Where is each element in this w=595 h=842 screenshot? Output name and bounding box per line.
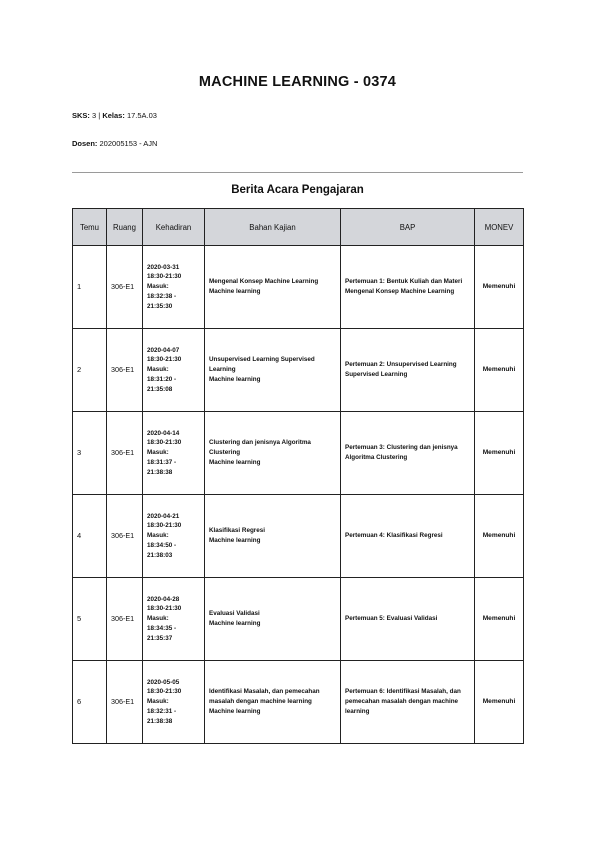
cell-bap: Pertemuan 6: Identifikasi Masalah, dan pemecahan masalah dengan machine learning xyxy=(341,661,475,744)
cell-temu: 6 xyxy=(73,661,107,744)
table-row xyxy=(73,661,524,744)
header-temu: Temu xyxy=(73,209,107,246)
cell-kehadiran-line: 2020-04-21 xyxy=(147,512,180,520)
cell-kehadiran xyxy=(143,329,205,412)
cell-kehadiran-line: 21:38:38 xyxy=(147,468,173,476)
kelas-value: 17.5A.03 xyxy=(126,111,157,120)
cell-bap: Pertemuan 4: Klasifikasi Regresi xyxy=(341,495,475,578)
cell-monev: Memenuhi xyxy=(475,412,524,495)
course-info xyxy=(72,111,157,120)
cell-kehadiran-line: 2020-05-05 xyxy=(147,678,180,686)
cell-bahan-kajian xyxy=(205,578,341,661)
cell-bap: Pertemuan 2: Unsupervised Learning Supervised Learning xyxy=(341,329,475,412)
cell-bahan-kajian xyxy=(205,661,341,744)
table-row xyxy=(73,495,524,578)
cell-kehadiran-line: 18:34:35 - xyxy=(147,624,177,632)
cell-monev: Memenuhi xyxy=(475,495,524,578)
cell-temu: 3 xyxy=(73,412,107,495)
cell-kehadiran-line: 18:34:50 - xyxy=(147,541,177,549)
kelas-label: Kelas: xyxy=(102,111,125,120)
dosen-value: 202005153 - AJN xyxy=(99,139,158,148)
header-bahan-kajian: Bahan Kajian xyxy=(205,209,341,246)
cell-kehadiran-line: 21:35:30 xyxy=(147,302,173,310)
cell-temu: 2 xyxy=(73,329,107,412)
cell-bahan-kajian-line: Identifikasi Masalah, dan pemecahan masalah dengan machine learning xyxy=(209,688,320,706)
cell-ruang: 306-E1 xyxy=(107,246,143,329)
cell-bap: Pertemuan 3: Clustering dan jenisnya Algoritma Clustering xyxy=(341,412,475,495)
cell-ruang: 306-E1 xyxy=(107,495,143,578)
cell-kehadiran-line: Masuk: xyxy=(147,532,169,540)
cell-kehadiran-line: 18:32:38 - xyxy=(147,292,177,300)
cell-kehadiran-line: 2020-03-31 xyxy=(147,263,180,271)
cell-monev: Memenuhi xyxy=(475,246,524,329)
document-title: MACHINE LEARNING - 0374 xyxy=(198,74,397,90)
cell-kehadiran-line: 18:30-21:30 xyxy=(147,688,182,696)
section-title: Berita Acara Pengajaran xyxy=(231,184,364,196)
cell-kehadiran-line: 21:38:38 xyxy=(147,717,173,725)
cell-ruang: 306-E1 xyxy=(107,329,143,412)
cell-bap: Pertemuan 1: Bentuk Kuliah dan Materi Mengenal Konsep Machine Learning xyxy=(341,246,475,329)
header-ruang: Ruang xyxy=(107,209,143,246)
dosen-label: Dosen: xyxy=(72,139,98,148)
lecturer-info xyxy=(72,139,157,148)
cell-kehadiran-line: 18:31:37 - xyxy=(147,458,177,466)
cell-kehadiran-line: 2020-04-28 xyxy=(147,595,180,603)
cell-kehadiran xyxy=(143,246,205,329)
cell-bahan-kajian xyxy=(205,329,341,412)
cell-kehadiran-line: 21:35:37 xyxy=(147,634,173,642)
cell-monev: Memenuhi xyxy=(475,661,524,744)
cell-bahan-kajian xyxy=(205,246,341,329)
cell-bahan-kajian-line: Machine learning xyxy=(209,537,261,544)
cell-ruang: 306-E1 xyxy=(107,661,143,744)
cell-ruang: 306-E1 xyxy=(107,578,143,661)
table-row xyxy=(73,329,524,412)
cell-bahan-kajian-line: Machine learning xyxy=(209,620,261,627)
header-monev: MONEV xyxy=(475,209,524,246)
table-row xyxy=(73,246,524,329)
cell-kehadiran-line: 2020-04-07 xyxy=(147,346,180,354)
cell-kehadiran-line: Masuk: xyxy=(147,615,169,623)
cell-kehadiran xyxy=(143,412,205,495)
cell-bahan-kajian-line: Klasifikasi Regresi xyxy=(209,527,266,535)
cell-bahan-kajian-line: Evaluasi Validasi xyxy=(209,610,260,618)
cell-temu: 1 xyxy=(73,246,107,329)
cell-kehadiran-line: Masuk: xyxy=(147,283,169,291)
cell-kehadiran-line: Masuk: xyxy=(147,366,169,374)
cell-bahan-kajian-line: Machine learning xyxy=(209,458,261,466)
cell-bahan-kajian xyxy=(205,495,341,578)
separator: | xyxy=(98,111,101,120)
cell-bahan-kajian-line: Machine learning xyxy=(209,375,261,383)
cell-kehadiran-line: 2020-04-14 xyxy=(147,429,180,437)
cell-bahan-kajian-line: Unsupervised Learning Supervised Learning xyxy=(209,356,315,374)
cell-bahan-kajian-line: Clustering dan jenisnya Algoritma Clustering xyxy=(209,439,311,457)
cell-kehadiran-line: 21:38:03 xyxy=(147,551,173,559)
cell-ruang: 306-E1 xyxy=(107,412,143,495)
cell-kehadiran-line: 18:30-21:30 xyxy=(147,356,182,364)
cell-kehadiran-line: 18:31:20 - xyxy=(147,375,177,383)
table-row xyxy=(73,578,524,661)
cell-monev: Memenuhi xyxy=(475,329,524,412)
cell-kehadiran-line: Masuk: xyxy=(147,449,169,457)
table-header-row xyxy=(73,209,524,246)
cell-kehadiran-line: 18:30-21:30 xyxy=(147,273,182,281)
cell-kehadiran xyxy=(143,495,205,578)
cell-bahan-kajian xyxy=(205,412,341,495)
teaching-report-table xyxy=(72,208,524,744)
cell-kehadiran-line: 18:30-21:30 xyxy=(147,522,182,530)
cell-kehadiran-line: 18:32:31 - xyxy=(147,707,177,715)
header-bap: BAP xyxy=(341,209,475,246)
cell-kehadiran-line: 18:30-21:30 xyxy=(147,605,182,613)
cell-bahan-kajian-line: Machine learning xyxy=(209,707,261,715)
cell-kehadiran-line: 21:35:08 xyxy=(147,385,173,393)
sks-value: 3 xyxy=(92,111,97,120)
cell-kehadiran-line: 18:30-21:30 xyxy=(147,439,182,447)
cell-kehadiran xyxy=(143,578,205,661)
cell-temu: 4 xyxy=(73,495,107,578)
sks-label: SKS: xyxy=(72,111,90,120)
table-row xyxy=(73,412,524,495)
cell-kehadiran-line: Masuk: xyxy=(147,698,169,706)
cell-monev: Memenuhi xyxy=(475,578,524,661)
cell-bahan-kajian-line: Mengenal Konsep Machine Learning xyxy=(209,278,319,286)
header-kehadiran: Kehadiran xyxy=(143,209,205,246)
cell-temu: 5 xyxy=(73,578,107,661)
cell-bahan-kajian-line: Machine learning xyxy=(209,288,261,295)
cell-bap: Pertemuan 5: Evaluasi Validasi xyxy=(341,578,475,661)
divider xyxy=(72,172,523,173)
cell-kehadiran xyxy=(143,661,205,744)
